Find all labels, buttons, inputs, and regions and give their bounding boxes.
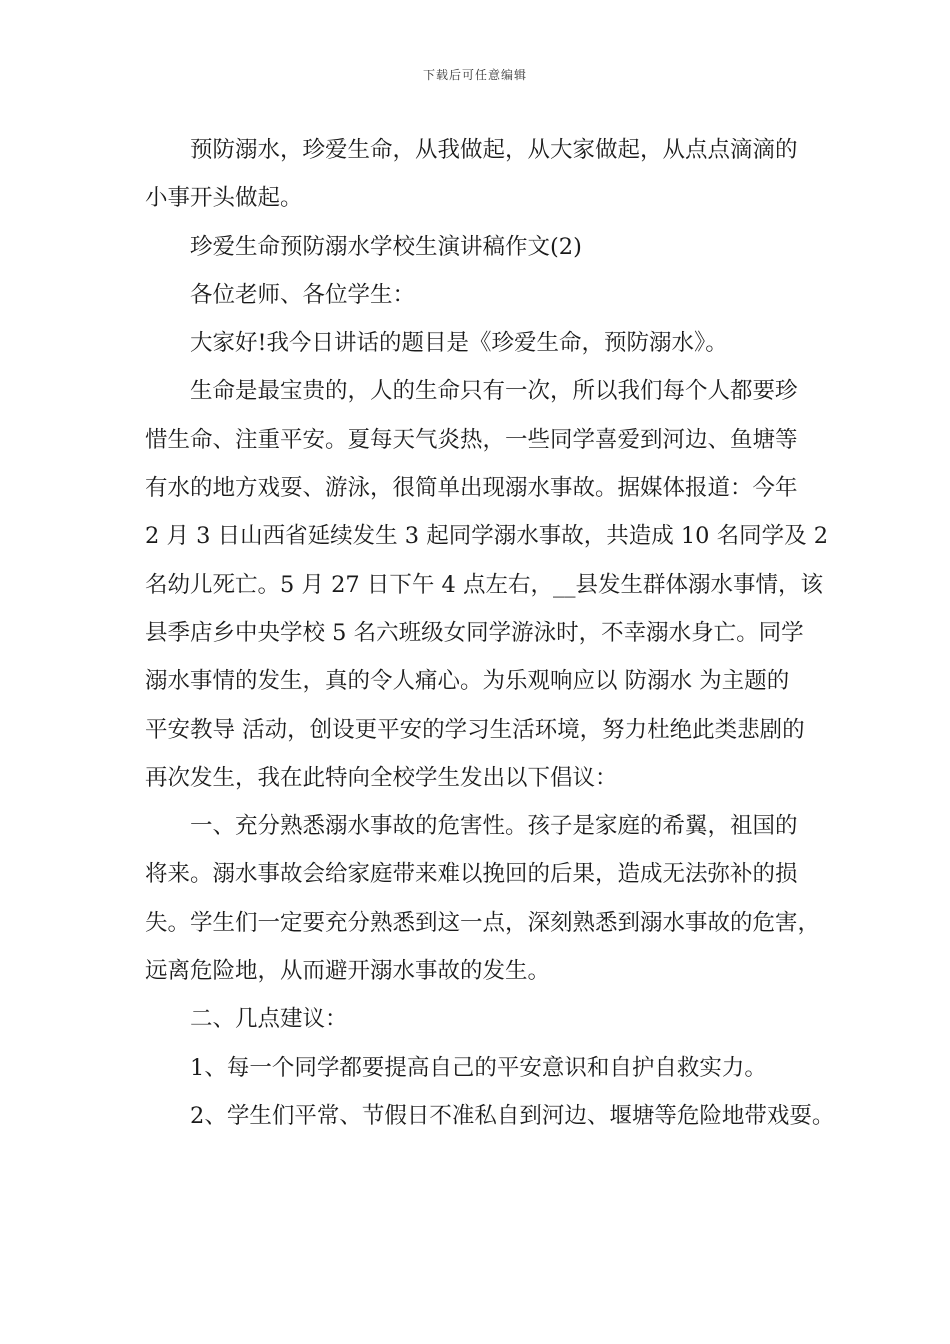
text-line: 名幼儿死亡。5 月 27 日下午 4 点左右，__县发生群体溺水事情，该 [145, 571, 824, 598]
page-header-note: 下载后可任意编辑 [422, 68, 527, 82]
text-line: 2、学生们平常、节假日不准私自到河边、堰塘等危险地带戏耍。 [190, 1102, 835, 1129]
text-line: 珍爱生命预防溺水学校生演讲稿作文(2) [190, 233, 582, 260]
greeting [145, 319, 815, 367]
paragraph-point-one [145, 802, 821, 995]
paragraph-life [145, 367, 829, 802]
text-line: 远离危险地，从而避开溺水事故的发生。 [145, 958, 551, 985]
paragraph-motto [145, 126, 815, 223]
text-line: 平安教导 活动，创设更平安的学习生活环境，努力杜绝此类悲剧的 [145, 716, 805, 743]
text-line: 二、几点建议： [190, 1006, 348, 1033]
text-line: 有水的地方戏耍、游泳，很简单出现溺水事故。据媒体报道：今年 [145, 475, 798, 502]
text-line: 生命是最宝贵的，人的生命只有一次，所以我们每个人都要珍 [190, 378, 798, 405]
text-line: 县季店乡中央学校 5 名六班级女同学游泳时，不幸溺水身亡。同学 [145, 619, 804, 646]
text-line: 失。学生们一定要充分熟悉到这一点，深刻熟悉到溺水事故的危害， [145, 909, 821, 936]
text-line: 一、充分熟悉溺水事故的危害性。孩子是家庭的希翼，祖国的 [190, 813, 798, 840]
text-line: 大家好!我今日讲话的题目是《珍爱生命，预防溺水》。 [190, 330, 728, 357]
suggestion-item-2 [145, 1092, 835, 1140]
section-title [145, 223, 815, 271]
suggestion-item-1 [145, 1044, 815, 1092]
text-line: 再次发生，我在此特向全校学生发出以下倡议： [145, 764, 618, 791]
document-body [145, 126, 835, 1140]
text-line: 预防溺水，珍爱生命，从我做起，从大家做起，从点点滴滴的 [190, 137, 798, 163]
text-line: 小事开头做起。 [145, 185, 303, 212]
salutation [145, 271, 815, 319]
text-line: 2 月 3 日山西省延续发生 3 起同学溺水事故，共造成 10 名同学及 2 [145, 523, 829, 550]
text-line: 各位老师、各位学生： [190, 281, 416, 308]
text-line: 1、每一个同学都要提高自己的平安意识和自护自救实力。 [190, 1054, 767, 1081]
paragraph-point-two [145, 995, 815, 1043]
text-line: 溺水事情的发生，真的令人痛心。为乐观响应以 防溺水 为主题的 [145, 668, 790, 695]
text-line: 将来。溺水事故会给家庭带来难以挽回的后果，造成无法弥补的损 [145, 861, 798, 888]
text-line: 惜生命、注重平安。夏每天气炎热，一些同学喜爱到河边、鱼塘等 [145, 426, 798, 453]
